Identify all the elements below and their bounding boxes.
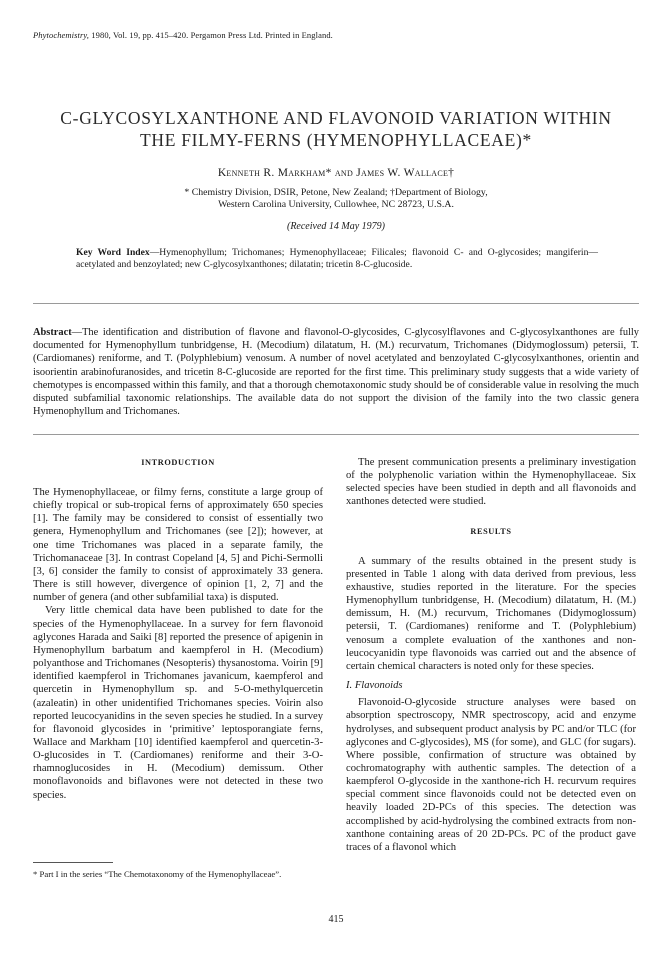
right-column [346,456,636,854]
abstract-text: —The identification and distribution of flavone and flavonol-O-glycosides, C-glycosylflavones and C-glycosylxanthones are fully documented for Hymenophyllum tunbridgense, H. (Mecodium) dilatatum, H. (M.) recurvatum, Trichomanes (Didymoglossum) petersii, T. (Cardiomanes) reniforme, and T. (Polyphlebium) venosum. A number of novel acetylated and benzoylated C-glycosylxanthones, orientin and isoorientin arabinofuranosides, and tricetin 8-C-glucoside are reported for the first time. This preliminary study suggests that a wide variety of chemotypes is encompassed within this family, and that a thorough chemotaxonomic study should be of considerable value in resolving the much disputed subfamilial taxonomic relationships. The available data do not support the division of the family into the two classic genera Hymenophyllum and Trichomanes. [33,327,639,418]
received-date: (Received 14 May 1979) [286,221,385,232]
footnote: * Part I in the series “The Chemotaxonomy of the Hymenophyllaceae”. [33,869,282,879]
results-heading: RESULTS [470,526,512,536]
journal-name: Phytochemistry, [33,30,90,40]
abstract [33,326,639,418]
affiliation-line-1: * Chemistry Division, DSIR, Petone, New Zealand; †Department of Biology, [184,187,488,198]
results-paragraph-1: A summary of the results obtained in the present study is presented in Table 1 along with data derived from previous, less exhaustive, studies reported in the literature. For the species Hymenophyllum tunbridgense, H. (Mecodium) dilatatum, H. (M.) demissum, H. (M.) recurvum, Trichomanes (Didymoglossum) petersii, T. (Cardiomanes) reniforme and T. (Polyphlebium) venosum a complete evaluation of the xanthones and non-leucocyanidin type flavonoids was carried out and the absence of certain chemical characters is noted only for these species. [346,555,636,672]
author-list: Kenneth R. Markham* and James W. Wallace† [217,167,455,179]
journal-details: 1980, Vol. 19, pp. 415–420. Pergamon Press Ltd. Printed in England. [91,30,333,40]
key-word-label: Key Word Index [76,247,150,258]
left-column [33,456,323,802]
affiliations [140,187,532,211]
divider-top [33,303,639,304]
title-line-2: THE FILMY-FERNS (HYMENOPHYLLACEAE)* [140,130,532,150]
introduction-paragraph-2: Very little chemical data have been published to date for the species of the Hymenophyllaceae. In a survey for fern flavonoid aglycones Harada and Saiki [8] reported the presence of apigenin in Hymenophyllum barbatum and kaempferol in H. (Mecodium) polyanthose and Trichomanes (Nesopteris) thysanostoma. Voirin [9] identified kaempferol in Trichomanes javanicum, kaempferol and quercetin in Hymenophyllum sp. and 5-O-methylquercetin (azaleatin) in other unidentified Trichomanes species. Voirin also reported leucocyanidins in the seven species he studied. In a survey for flavonoid glycosides in ‘primitive’ leptosporangiate ferns, Wallace and Markham [10] identified kaempferol and quercetin-3-O-glucosides in T. (Cardiomanes) reniforme and their 3-O-rhamnoglucosides in H. (Mecodium) demissum. Other monoflavonoids and biflavones were not detected in these two species. [33,605,323,801]
page-number: 415 [328,914,344,925]
present-communication-paragraph: The present communication presents a preliminary investigation of the polyphenolic variation within the Hymenophyllaceae. Six selected species have been studied in depth and all flavonoids and xanthones detected were studied. [346,457,636,508]
article-title [40,107,632,151]
abstract-label: Abstract [33,327,72,338]
title-line-1: C-GLYCOSYLXANTHONE AND FLAVONOID VARIATION WITHIN [60,108,612,128]
flavonoids-subheading: I. Flavonoids [346,680,403,692]
flavonoids-paragraph: Flavonoid-O-glycoside structure analyses were based on absorption spectroscopy, NMR spectroscopy, acid and enzyme hydrolyses, and subsequent product analysis by PC and/or TLC (for aglycones and C-glycosides), MS (for some), and GLC (for sugars). Where possible, confirmation of structure was obtained by cochromatography with authentic samples. The detection of a kaempferol O-glycoside in the xanthone-rich H. recurvum requires special comment since flavonoids could not be detected even on heavily loaded 2D-PCs of this species. The detection was accomplished by acid-hydrolysing the combined extracts from non-xanthone containing areas of 20 2D-PCs. PC of the product gave traces of a flavonol which [346,697,636,853]
footnote-rule [33,862,113,863]
introduction-heading: INTRODUCTION [141,458,215,467]
journal-citation [33,30,333,40]
key-word-text: —Hymenophyllum; Trichomanes; Hymenophyllaceae; Filicales; flavonoid C- and O-glycosides; mangiferin—acetylated and benzoylated; new C-glycosylxanthones; dilatatin; tricetin 8-C-glucoside. [76,247,598,271]
key-word-index [76,247,598,271]
introduction-paragraph-1: The Hymenophyllaceae, or filmy ferns, constitute a large group of chiefly tropical or sub-tropical ferns of approximately 650 species [1]. The family may be considered to consist of essentially two genera, Hymenophyllum and Trichomanes (see [2]); however, at one time Trichomanes was placed in a separate family, the Trichomanaceae [3]. In contrast Copeland [4, 5] and Pichi-Sermolli [3, 6] consider the family to consist of approximately 33 genera. There is still however, divergence of opinion [1, 2, 7] and the number of genera (and other subfamilial taxa) is disputed. [33,487,323,604]
affiliation-line-2: Western Carolina University, Cullowhee, NC 28723, U.S.A. [218,199,454,210]
divider-bottom [33,434,639,435]
